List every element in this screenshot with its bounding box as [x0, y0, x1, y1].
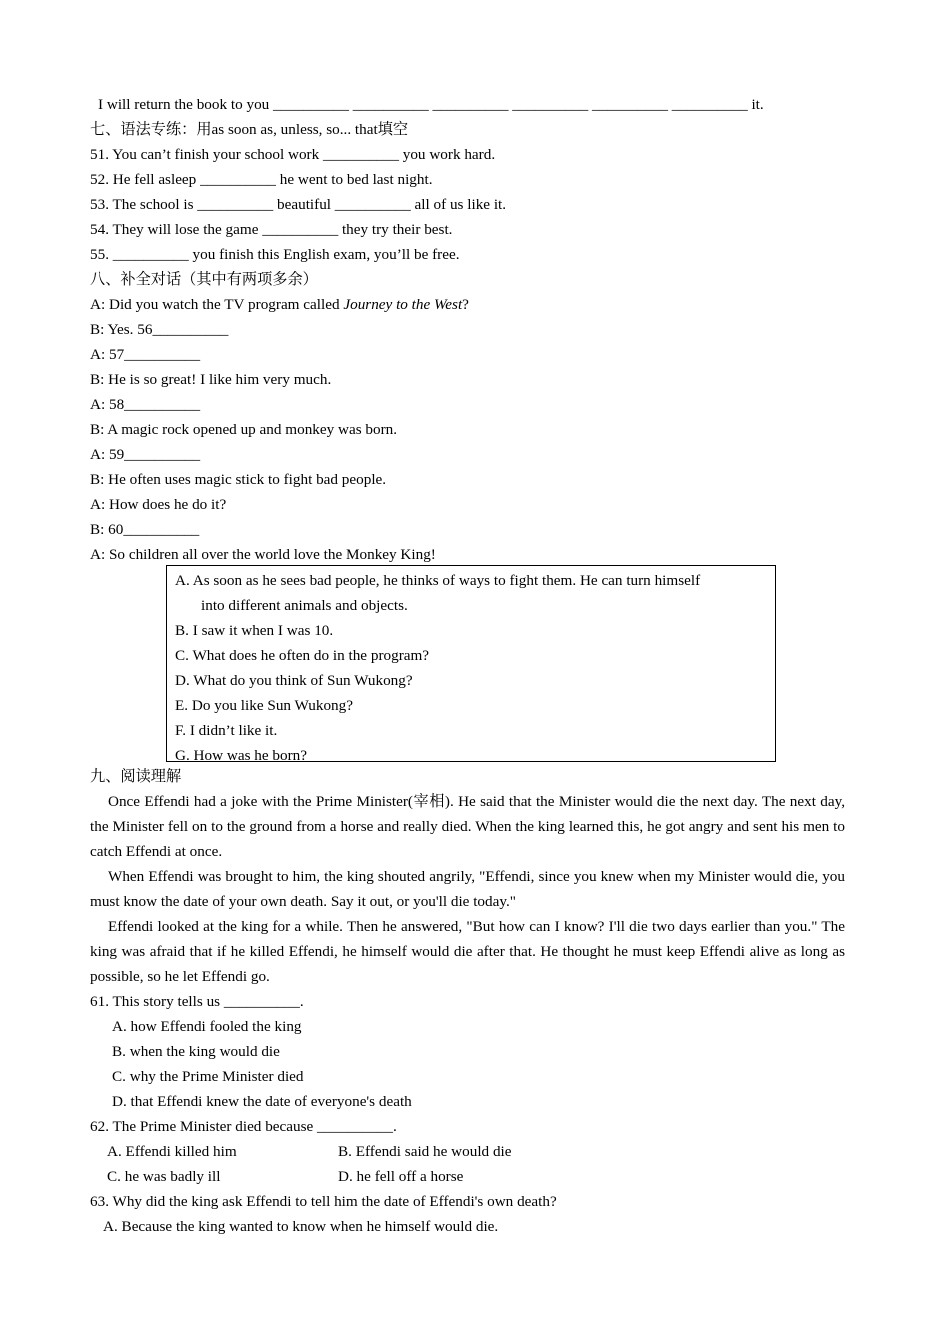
q61-option-b: B. when the king would die [112, 1043, 280, 1060]
option-g: G. How was he born? [175, 747, 308, 764]
q62-option-c: C. he was badly ill [107, 1168, 221, 1185]
dialog-line: A: How does he do it? [90, 496, 227, 513]
option-a-continued: into different animals and objects. [201, 597, 408, 614]
q61-option-a: A. how Effendi fooled the king [112, 1018, 302, 1035]
option-c: C. What does he often do in the program? [175, 647, 430, 664]
fill-blank-line: I will return the book to you __________ __________ __________ __________ __________ __________ it. [98, 96, 764, 113]
reading-paragraph: When Effendi was brought to him, the king shouted angrily, "Effendi, since you knew when my Minister would die, you must know the date of your own death. Say it out, or you'll die today." [90, 868, 845, 910]
question-63: 63. Why did the king ask Effendi to tell him the date of Effendi's own death? [90, 1193, 557, 1210]
dialog-text: A: Did you watch the TV program called [90, 296, 344, 313]
dialog-line: A: 59__________ [90, 446, 201, 463]
options-box [166, 565, 776, 762]
q62-options-row1 [90, 1139, 845, 1164]
q61-option-d: D. that Effendi knew the date of everyone's death [112, 1093, 412, 1110]
options-box-container [90, 567, 845, 767]
option-e: E. Do you like Sun Wukong? [175, 697, 353, 714]
dialog-line [90, 292, 845, 317]
question-51: 51. You can’t finish your school work __________ you work hard. [90, 146, 496, 163]
question-54: 54. They will lose the game __________ they try their best. [90, 221, 453, 238]
dialog-line: B: 60__________ [90, 521, 200, 538]
section-8-title: 八、补全对话（其中有两项多余） [90, 271, 318, 288]
option-b: B. I saw it when I was 10. [175, 622, 334, 639]
dialog-line: B: He is so great! I like him very much. [90, 371, 332, 388]
dialog-line: A: So children all over the world love the Monkey King! [90, 546, 436, 563]
question-62: 62. The Prime Minister died because __________. [90, 1118, 397, 1135]
question-52: 52. He fell asleep __________ he went to bed last night. [90, 171, 433, 188]
option-d: D. What do you think of Sun Wukong? [175, 672, 413, 689]
dialog-line: B: He often uses magic stick to fight bad people. [90, 471, 387, 488]
dialog-text: ? [462, 296, 469, 313]
option-f: F. I didn’t like it. [175, 722, 278, 739]
reading-paragraph: Effendi looked at the king for a while. Then he answered, "But how can I know? I'll die two days earlier than you." The king was afraid that if he killed Effendi, he himself would die after that. He thought he must keep Effendi alive as long as possible, so he let Effendi go. [90, 918, 845, 985]
dialog-line: A: 57__________ [90, 346, 201, 363]
option-a: A. As soon as he sees bad people, he thinks of ways to fight them. He can turn himself [175, 572, 701, 589]
q61-option-c: C. why the Prime Minister died [112, 1068, 304, 1085]
q62-option-d: D. he fell off a horse [338, 1168, 464, 1185]
q62-option-b: B. Effendi said he would die [338, 1143, 512, 1160]
dialog-line: B: Yes. 56__________ [90, 321, 229, 338]
program-title: Journey to the West [343, 296, 463, 313]
question-53: 53. The school is __________ beautiful __________ all of us like it. [90, 196, 507, 213]
reading-paragraph: Once Effendi had a joke with the Prime Minister(宰相). He said that the Minister would die the next day. The next day, the Minister fell on to the ground from a horse and really died. When the king learned this, he got angry and sent his men to catch Effendi at once. [90, 793, 845, 860]
question-61: 61. This story tells us __________. [90, 993, 304, 1010]
dialog-line: A: 58__________ [90, 396, 201, 413]
dialog-line: B: A magic rock opened up and monkey was born. [90, 421, 398, 438]
q63-option-a: A. Because the king wanted to know when he himself would die. [103, 1218, 499, 1235]
section-7-title: 七、语法专练：用as soon as, unless, so... that填空 [90, 121, 409, 138]
question-55: 55. __________ you finish this English exam, you’ll be free. [90, 246, 460, 263]
section-9-title: 九、阅读理解 [90, 768, 182, 785]
q62-options-row2 [90, 1164, 845, 1189]
exam-page [90, 92, 845, 1239]
q62-option-a: A. Effendi killed him [107, 1143, 237, 1160]
